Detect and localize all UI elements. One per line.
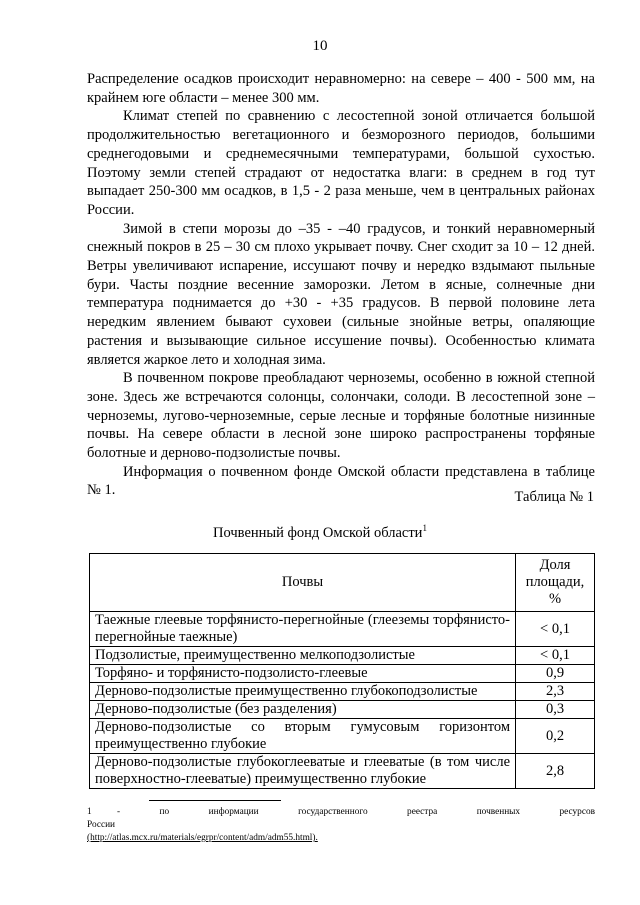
table-row xyxy=(90,701,595,719)
paragraph-precipitation: Распределение осадков происходит неравномерно: на севере – 400 - 500 мм, на крайнем юге области – менее 300 мм. xyxy=(87,71,595,106)
paragraph-table-reference: Информация о почвенном фонде Омской области представлена в таблице № 1. xyxy=(87,463,595,499)
table-label: Таблица № 1 xyxy=(514,489,594,505)
footnote-text: - по информации государственного реестра почвенных ресурсов России xyxy=(87,807,595,830)
table-row xyxy=(90,719,595,754)
soil-name: Торфяно- и торфянисто-подзолисто-глеевые xyxy=(90,665,516,683)
soil-name: Дерново-подзолистые со вторым гумусовым горизонтом преимущественно глубокие xyxy=(90,719,516,754)
footnote-link[interactable]: (http://atlas.mcx.ru/materials/egrpr/content/adm/adm55.html). xyxy=(87,833,318,843)
table-row xyxy=(90,647,595,665)
table-header-row xyxy=(90,554,595,612)
table-title-text: Почвенный фонд Омской области xyxy=(213,525,423,541)
soil-name: Подзолистые, преимущественно мелкоподзолистые xyxy=(90,647,516,665)
soil-share: 0,9 xyxy=(516,665,595,683)
soil-name: Дерново-подзолистые (без разделения) xyxy=(90,701,516,719)
body-text xyxy=(87,70,595,500)
soil-share: 2,3 xyxy=(516,683,595,701)
soil-table xyxy=(89,553,595,789)
footnote-separator xyxy=(149,800,281,801)
header-share-line1: Доля xyxy=(539,557,571,573)
header-share-line2: площади, xyxy=(525,574,585,590)
header-share-line3: % xyxy=(548,591,562,607)
soil-share: 2,8 xyxy=(516,754,595,789)
header-share xyxy=(516,554,595,612)
paragraph-steppe-climate: Климат степей по сравнению с лесостепной зоной отличается большой продолжительностью вегетационного и безморозного периодов, большими среднегодовыми и среднемесячными температурами, большой сухостью. Поэтому земли степей страдают от недостатка влаги: в среднем в год тут выпадает 250-300 мм осадков, в 1,5 - 2 раза меньше, чем в центральных районах России. xyxy=(87,108,595,218)
table-title xyxy=(0,525,640,542)
soil-share: 0,3 xyxy=(516,701,595,719)
header-soils: Почвы xyxy=(90,554,516,612)
paragraph-winter: Зимой в степи морозы до –35 - –40 градусов, и тонкий неравномерный снежный покров в 25 – 30 см плохо укрывает почву. Снег сходит за 10 – 12 дней. Ветры увеличивают испарение, иссушают почву и нередко вздымают пыльные бури. Часты поздние весенние заморозки. Летом в ясные, солнечные дни температура поднимается до +30 - +35 градусов. В первой половине лета нередким явлением бывают суховеи (сильные знойные ветры, опаляющие растения и вызывающие сильное иссушение почвы). Особенностью климата является жаркое лето и холодная зима. xyxy=(87,220,595,368)
footnote xyxy=(87,806,595,845)
table-row xyxy=(90,665,595,683)
soil-name: Таежные глеевые торфянисто-перегнойные (глееземы торфянисто-перегнойные таежные) xyxy=(90,612,516,647)
soil-share: < 0,1 xyxy=(516,612,595,647)
footnote-ref: 1 xyxy=(422,523,427,534)
soil-share: < 0,1 xyxy=(516,647,595,665)
page-number: 10 xyxy=(312,38,328,54)
table-row xyxy=(90,612,595,647)
table-row xyxy=(90,754,595,789)
soil-name: Дерново-подзолистые преимущественно глубокоподзолистые xyxy=(90,683,516,701)
soil-name: Дерново-подзолистые глубокоглееватые и глееватые (в том числе поверхностно-глееватые) преимущественно глубокие xyxy=(90,754,516,789)
soil-share: 0,2 xyxy=(516,719,595,754)
paragraph-soil-cover: В почвенном покрове преобладают черноземы, особенно в южной степной зоне. Здесь же встречаются солонцы, солончаки, солоди. В лесостепной зоне – черноземы, лугово-черноземные, серые лесные и торфяные болотные низинные почвы. На севере области в лесной зоне широко распространены торфяные болотные и дерново-подзолистые почвы. xyxy=(87,370,595,462)
footnote-mark: 1 xyxy=(87,807,92,817)
table-row xyxy=(90,683,595,701)
